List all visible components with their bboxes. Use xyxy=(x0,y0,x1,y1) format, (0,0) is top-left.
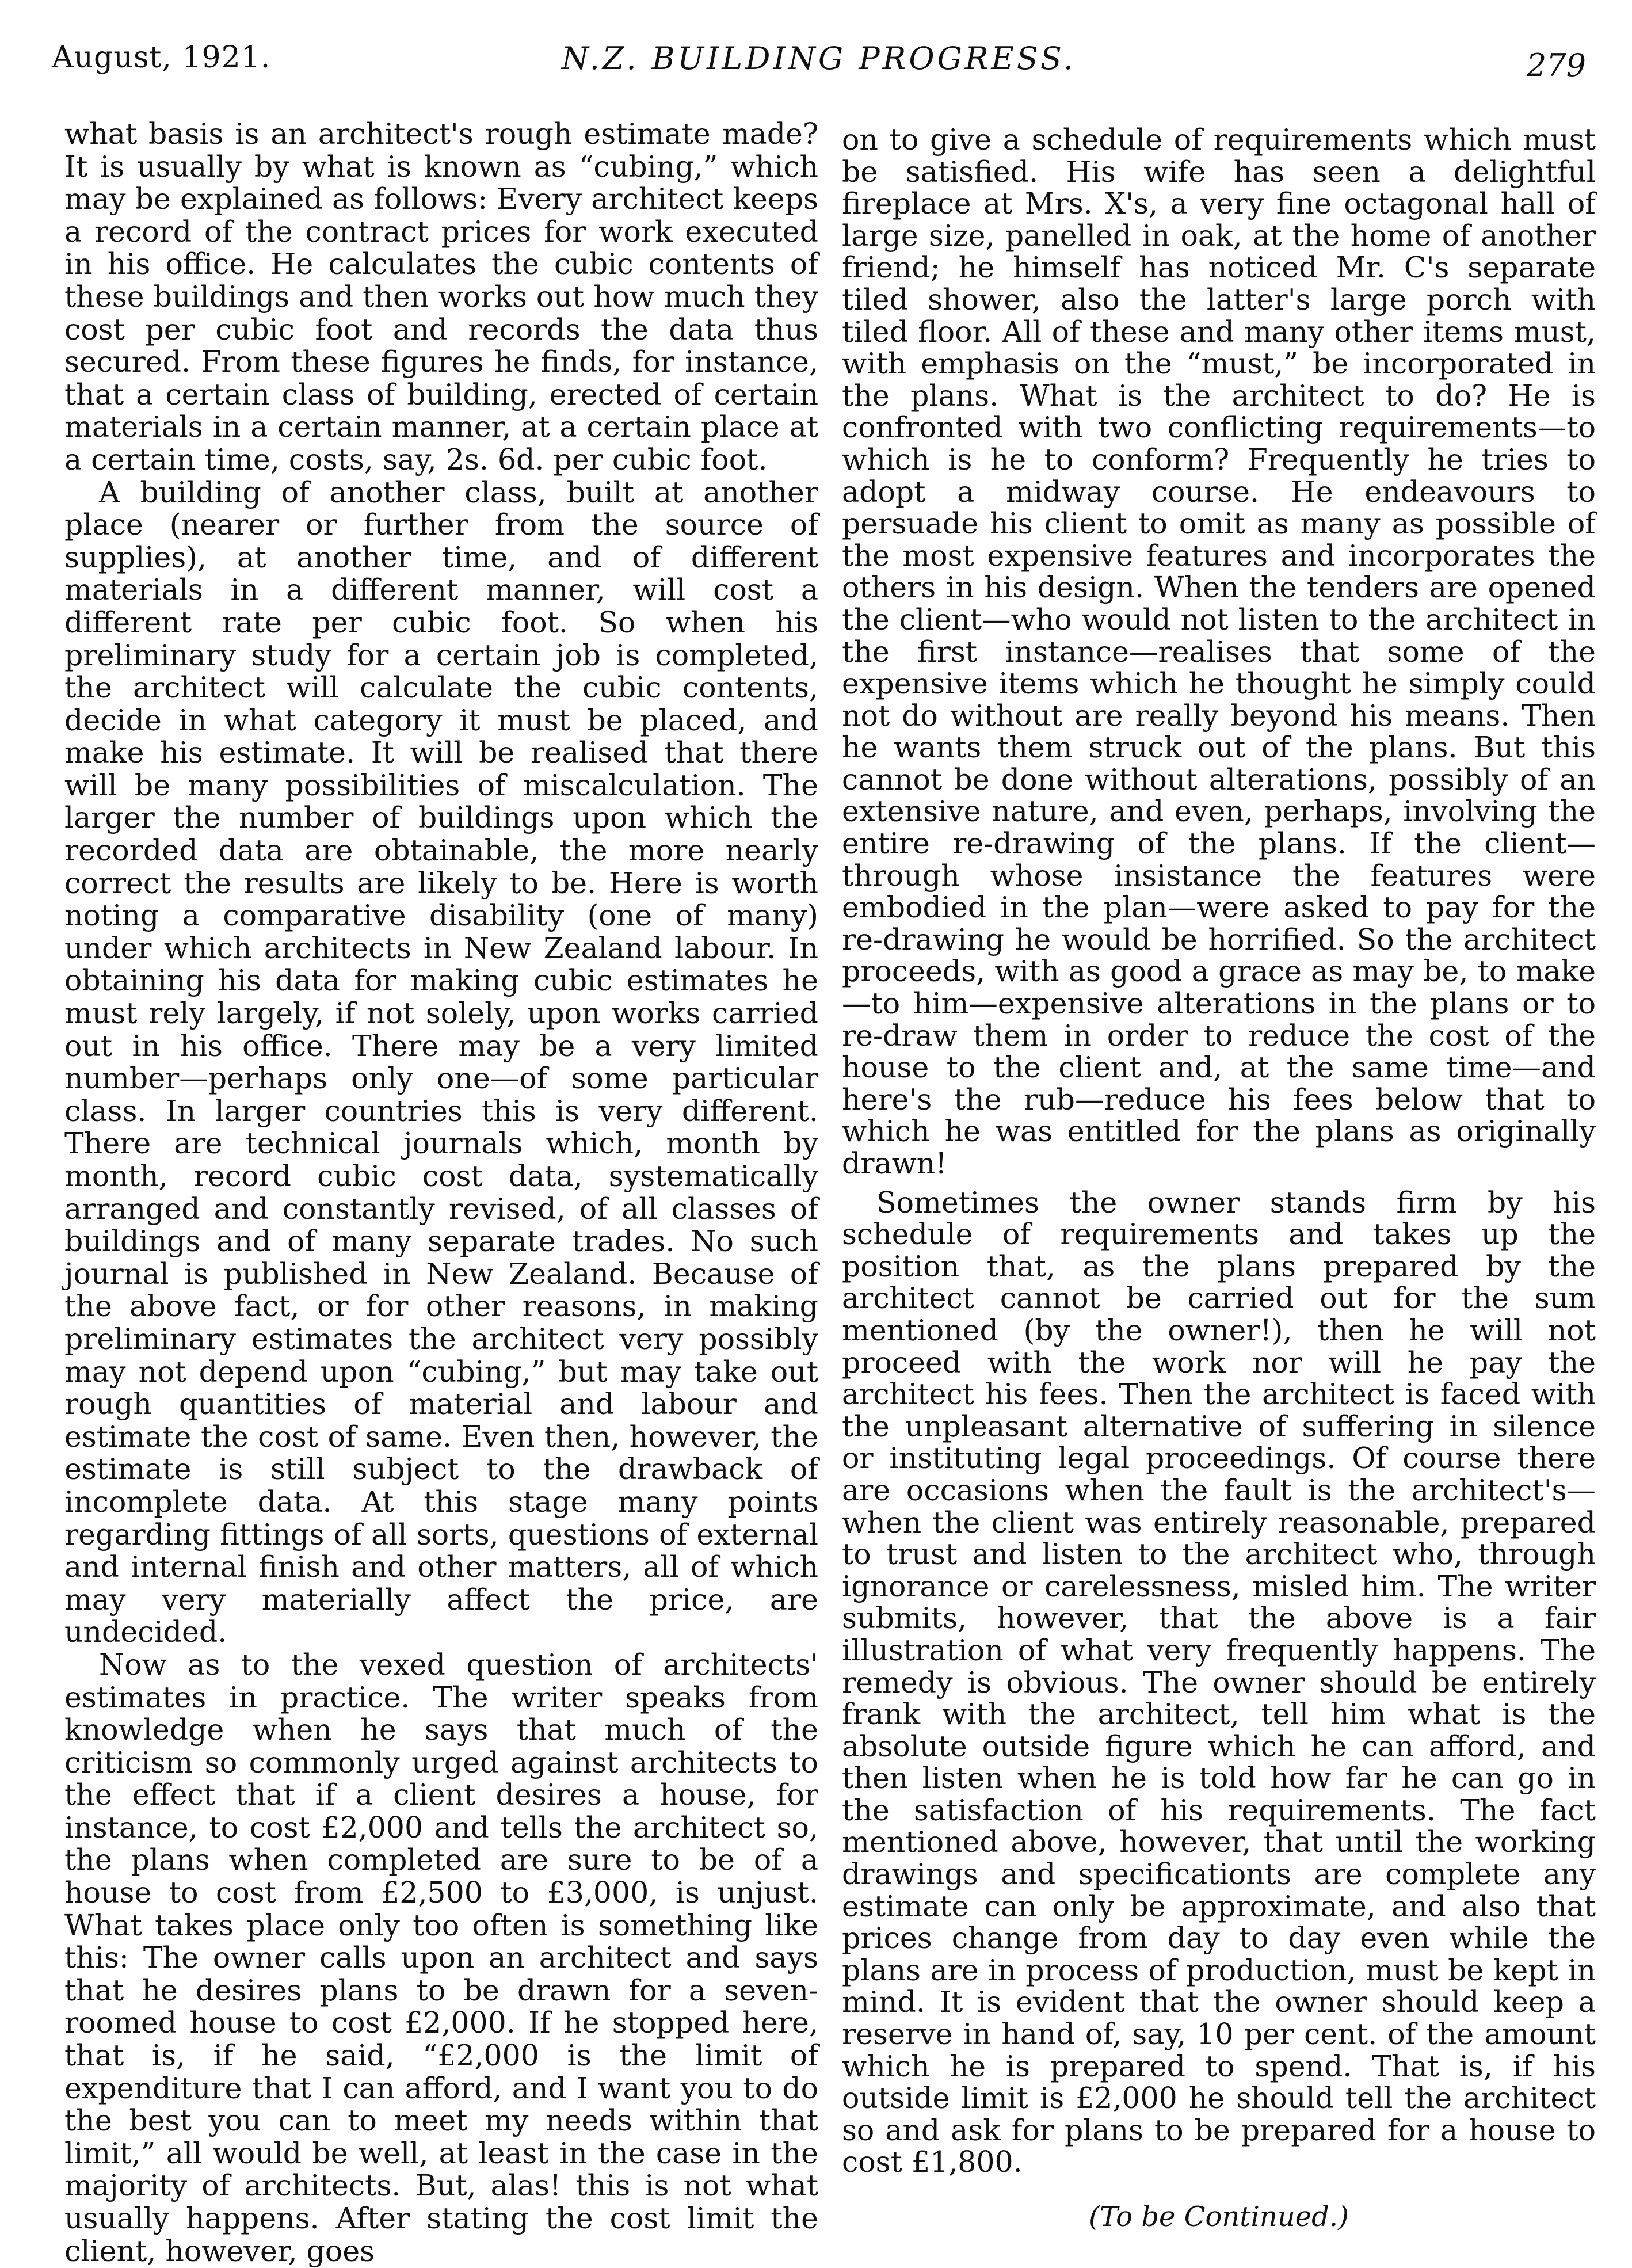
paragraph: A building of another class, built at another place (nearer or further from the source of supplies), at another time, and of different materials in a different manner, will cost a different rate per cubic foot. So when his preliminary study for a certain job is completed, the architect will calculate the cubic contents, decide in what category it must be placed, and make his estimate. It will be realised that there will be many possibilities of miscalculation. The larger the number of buildings upon which the recorded data are obtainable, the more nearly correct the results are likely to be. Here is worth noting a comparative disability (one of many) under which architects in New Zealand labour. In obtaining his data for making cubic estimates he must rely largely, if not solely, upon works carried out in his office. There may be a very limited number—perhaps only one—of some particular class. In larger countries this is very different. There are technical journals which, month by month, record cubic cost data, systematically arranged and constantly revised, of all classes of buildings and of many separate trades. No such journal is published in New Zealand. Because of the above fact, or for other reasons, in making preliminary estimates the architect very possibly may not depend upon “cubing,” but may take out rough quantities of material and labour and estimate the cost of same. Even then, however, the estimate is still subject to the drawback of incomplete data. At this stage many points regarding fittings of all sorts, questions of external and internal finish and other matters, all of which may very materially affect the price, are undecided. xyxy=(64,475,818,1649)
issue-date: August, 1921. xyxy=(52,40,271,75)
right-column xyxy=(842,124,1596,2233)
page-number: 279 xyxy=(1526,47,1586,83)
paragraph: what basis is an architect's rough estimate made? It is usually by what is known as “cubing,” which may be explained as follows: Every architect keeps a record of the contract prices for work executed in his office. He calculates the cubic contents of these buildings and then works out how much they cost per cubic foot and records the data thus secured. From these figures he finds, for instance, that a certain class of building, erected of certain materials in a certain manner, at a certain place at a certain time, costs, say, 2s. 6d. per cubic foot. xyxy=(64,117,818,477)
paragraph: Sometimes the owner stands firm by his schedule of requirements and takes up the position that, as the plans prepared by the architect cannot be carried out for the sum mentioned (by the owner!), then he will not proceed with the work nor will he pay the architect his fees. Then the architect is faced with the unpleasant alternative of suffering in silence or instituting legal proceedings. Of course there are occasions when the fault is the architect's—when the client was entirely reasonable, prepared to trust and listen to the architect who, through ignorance or carelessness, misled him. The writer submits, however, that the above is a fair illustration of what very frequently happens. The remedy is obvious. The owner should be entirely frank with the architect, tell him what is the absolute outside figure which he can afford, and then listen when he is told how far he can go in the satisfaction of his requirements. The fact mentioned above, however, that until the working drawings and specificationts are complete any estimate can only be approximate, and also that prices change from day to day even while the plans are in process of production, must be kept in mind. It is evident that the owner should keep a reserve in hand of, say, 10 per cent. of the amount which he is prepared to spend. That is, if his outside limit is £2,000 he should tell the architect so and ask for plans to be prepared for a house to cost £1,800. xyxy=(842,1185,1596,2179)
paragraph: on to give a schedule of requirements which must be satisfied. His wife has seen a delightful fireplace at Mrs. X's, a very fine octagonal hall of large size, panelled in oak, at the home of another friend; he himself has noticed Mr. C's separate tiled shower, also the latter's large porch with tiled floor. All of these and many other items must, with emphasis on the “must,” be incorporated in the plans. What is the architect to do? He is confronted with two conflicting requirements—to which is he to conform? Frequently he tries to adopt a midway course. He endeavours to persuade his client to omit as many as possible of the most expensive features and incorporates the others in his design. When the tenders are opened the client—who would not listen to the architect in the first instance—realises that some of the expensive items which he thought he simply could not do without are really beyond his means. Then he wants them struck out of the plans. But this cannot be done without alterations, possibly of an extensive nature, and even, perhaps, involving the entire re-drawing of the plans. If the client—through whose insistance the features were embodied in the plan—were asked to pay for the re-drawing he would be horrified. So the architect proceeds, with as good a grace as may be, to make—to him—expensive alterations in the plans or to re-draw them in order to reduce the cost of the house to the client and, at the same time—and here's the rub—reduce his fees below that to which he was entitled for the plans as originally drawn! xyxy=(842,123,1596,1180)
continued-note: (To be Continued.) xyxy=(1089,2201,1349,2233)
left-column xyxy=(64,118,818,2267)
running-header xyxy=(52,40,1586,92)
publication-title: N.Z. BUILDING PROGRESS. xyxy=(561,40,1077,77)
paragraph: Now as to the vexed question of architects' estimates in practice. The writer speaks from knowledge when he says that much of the criticism so commonly urged against architects to the effect that if a client desires a house, for instance, to cost £2,000 and tells the architect so, the plans when completed are sure to be of a house to cost from £2,500 to £3,000, is unjust. What takes place only too often is something like this: The owner calls upon an architect and says that he desires plans to be drawn for a seven-roomed house to cost £2,000. If he stopped here, that is, if he said, “£2,000 is the limit of expenditure that I can afford, and I want you to do the best you can to meet my needs within that limit,” all would be well, at least in the case in the majority of architects. But, alas! this is not what usually happens. After stating the cost limit the client, however, goes xyxy=(64,1647,818,2268)
